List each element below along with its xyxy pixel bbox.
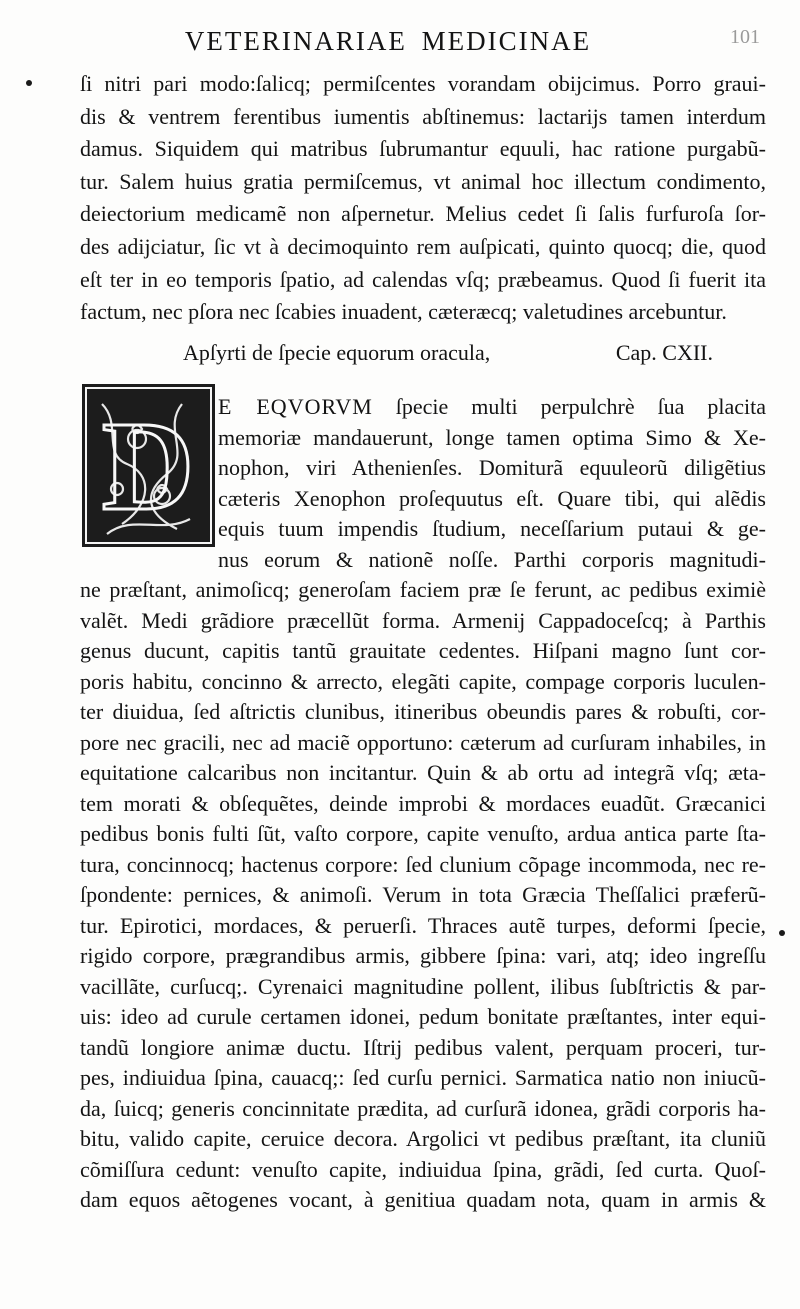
drop-cap-initial xyxy=(82,384,215,547)
text-line: da, ſuicq; generis concinnitate prædita, ad curſurã idonea, grãdi corporis ha- xyxy=(80,1095,766,1121)
text-line: rigido corpore, prægrandibus armis, gibbere ſpina: vari, atq; ideo ingreſſu xyxy=(80,943,766,968)
text-line: cæteris Xenophon proſequutus eſt. Quare tibi, qui alẽdis xyxy=(218,485,766,511)
text-line: des adijciatur, ſic vt à decimoquinto rem auſpicati, quinto quocq; die, quod xyxy=(80,234,766,259)
text-line: equitatione calcaribus non incitantur. Quin & ab ortu ad integrã vſq; æta- xyxy=(80,760,766,785)
text-line: dam equos aẽtogenes vocant, à genitiua quadam nota, quam in armis & xyxy=(80,1187,766,1212)
text-line: damus. Siquidem qui matribus ſubrumantur equuli, hac ratione purgabũ- xyxy=(80,136,766,162)
margin-mark xyxy=(779,930,785,936)
first-word: E EQVORVM xyxy=(218,394,373,419)
text-line: pedibus bonis fulti ſũt, vaſto corpore, capite venuſto, ardua antica parte ſta- xyxy=(80,821,766,846)
text-line: deiectorium medicamẽ non aſpernetur. Melius cedet ſi ſalis furfuroſa ſor- xyxy=(80,201,766,227)
floral-ornament-icon xyxy=(82,384,215,547)
text-line: poris habitu, concinno & arrecto, elegãti capite, compage corporis luculen- xyxy=(80,668,766,694)
text-line: dis & ventrem ferentibus iumentis abſtinemus: lactarijs tamen interdum xyxy=(80,103,766,129)
text-line: cõmiſſura cedunt: venuſto capite, indiuidua ſpina, grãdi, ſed curta. Quoſ- xyxy=(80,1156,766,1182)
margin-mark xyxy=(26,80,32,86)
text-line: bitu, valido capite, ceruice decora. Argolici vt pedibus præſtant, ita cluniũ xyxy=(80,1126,766,1151)
text-line-first xyxy=(218,391,766,423)
drop-cap-letter: D xyxy=(101,395,195,537)
text-line: tandũ longiore animæ ductu. Iſtrij pedibus valent, perquam proceri, tur- xyxy=(80,1034,766,1060)
page-number: 101 xyxy=(730,26,760,48)
chapter-number: Cap. CXII. xyxy=(615,340,713,365)
text-line: ſi nitri pari modo:ſalicq; permiſcentes vorandam obijcimus. Porro graui- xyxy=(80,71,766,96)
text-line: eſt ter in eo temporis ſpatio, ad calendas vſq; præbeamus. Quod ſi fuerit ita xyxy=(80,266,766,292)
text-line: ter diuidua, ſed aſtrictis clunibus, itineribus obeundis pares & robuſti, cor- xyxy=(80,699,766,724)
text-line: pes, indiuidua ſpina, cauacq;: ſed curſu pernici. Sarmatica natio non iniucũ- xyxy=(80,1065,766,1090)
text-line: equis tuum impendis ſtudium, neceſſarium putaui & ge- xyxy=(218,516,766,541)
text-line: nophon, viri Athenienſes. Domiturã equuleorũ diligẽtius xyxy=(218,455,766,480)
text-line: genus ducunt, capitis tantũ grauitate cedentes. Hiſpani magno ſunt cor- xyxy=(80,638,766,663)
text-line: tura, concinnocq; hactenus corpore: ſed clunium cõpage incommoda, nec re- xyxy=(80,851,766,877)
text-line: tem morati & obſequẽtes, deinde improbi & mordaces euadũt. Græcanici xyxy=(80,790,766,816)
chapter-heading xyxy=(183,340,713,366)
text-line: valẽt. Medi grãdiore præcellũt forma. Armenij Cappadoceſcq; à Parthis xyxy=(80,607,766,633)
text-line: nus eorum & nationẽ noſſe. Parthi corporis magnitudi- xyxy=(218,546,766,572)
text-line: memoriæ mandauerunt, longe tamen optima Simo & Xe- xyxy=(218,424,766,450)
text-line: factum, nec pſora nec ſcabies inuadent, cæteræcq; valetudines arcebuntur. xyxy=(80,299,727,325)
text-line: tur. Salem huius gratia permiſcemus, vt animal hoc illectum condimento, xyxy=(80,168,766,194)
text-line: vacillãte, curſucq;. Cyrenaici magnitudine pollent, ilibus ſubſtrictis & par- xyxy=(80,973,766,999)
text-line: tur. Epirotici, mordaces, & peruerſi. Thraces autẽ turpes, deformi ſpecie, xyxy=(80,912,766,938)
text-line: uis: ideo ad curule certamen idonei, pedum bonitate præſtantes, inter equi- xyxy=(80,1004,766,1029)
text-line: ne præſtant, animoſicq; generoſam faciem præ ſe ferunt, ac pedibus eximiè xyxy=(80,577,766,602)
chapter-title: Apſyrti de ſpecie equorum oracula, xyxy=(183,340,491,365)
text-line: pore nec gracili, nec ad maciẽ opportuno: cæterum ad curſuram inhabiles, in xyxy=(80,729,766,755)
text-line: ſpondente: pernices, & animoſi. Verum in tota Græcia Theſſalici præferũ- xyxy=(80,882,766,907)
first-line-text: ſpecie multi perpulchrè ſua placita xyxy=(395,394,766,419)
running-head: VETERINARIAE MEDICINAE xyxy=(184,26,592,56)
